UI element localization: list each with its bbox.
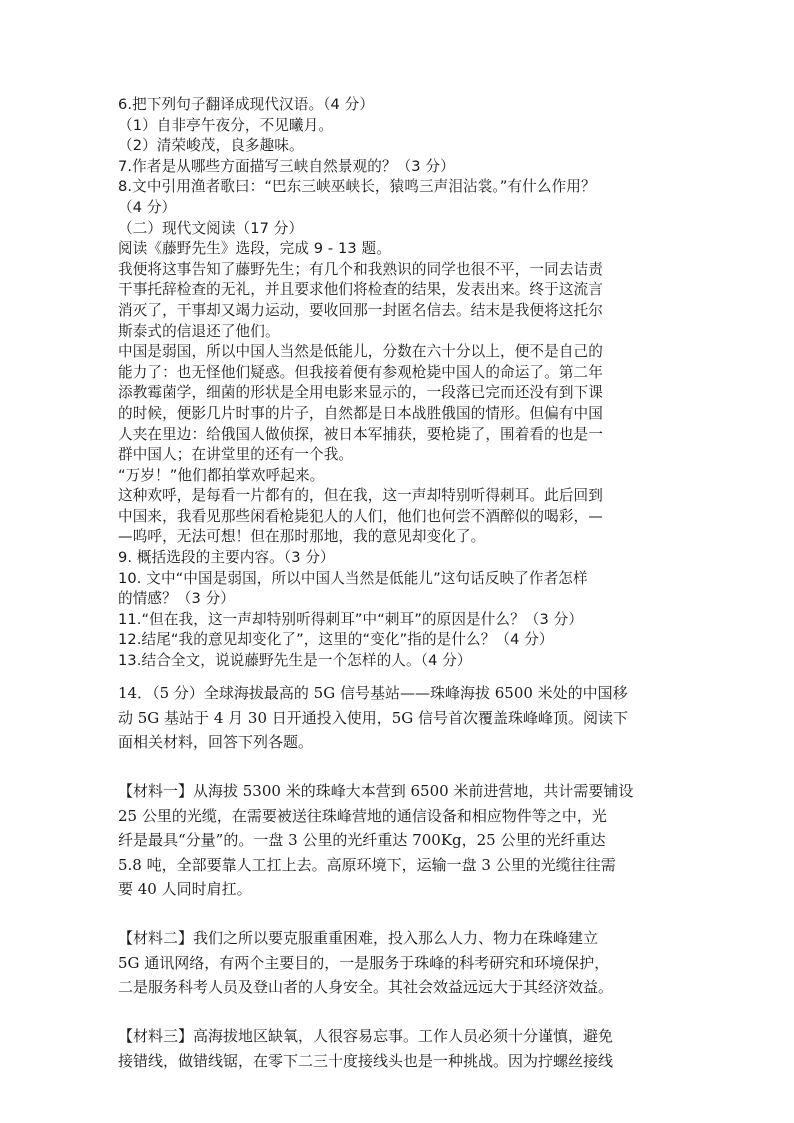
- text-line: 8.文中引用渔者歌曰：“巴东三峡巫峡长，猿鸣三声泪沾裳。”有什么作用？: [118, 178, 596, 196]
- text-line: 纤是最具“分量”的。一盘 3 公里的光纤重达 700Kg，25 公里的光纤重达: [118, 831, 606, 849]
- text-line: （4 分）: [118, 198, 177, 216]
- text-line: （二）现代文阅读（17 分）: [118, 219, 304, 237]
- text-line: （1）自非亭午夜分，不见曦月。: [118, 116, 334, 134]
- text-line: 人夹在里边：给俄国人做侦探，被日本军捕获，要枪毙了，围着看的也是一: [118, 425, 603, 443]
- text-line: 13.结合全文，说说藤野先生是一个怎样的人。（4 分）: [118, 652, 472, 670]
- paragraph-gap: [118, 1000, 698, 1025]
- text-line: 25 公里的光缆，在需要被送往珠峰营地的通信设备和相应物件等之中，光: [118, 806, 607, 825]
- text-line: 要 40 人同时肩扛。: [118, 880, 252, 898]
- text-line: 5.8 吨，全部要靠人工扛上去。高原环境下，运输一盘 3 公里的光缆往往需: [118, 855, 616, 874]
- text-line: 群中国人；在讲堂里的还有一个我。: [118, 446, 354, 464]
- text-line: “万岁！”他们都拍掌欢呼起来。: [118, 466, 325, 484]
- text-line: 中国是弱国，所以中国人当然是低能儿，分数在六十分以上，便不是自己的: [118, 343, 603, 361]
- material-reading-section: [118, 681, 698, 1073]
- text-line: 能力了：也无怪他们疑惑。但我接着便有参观枪毙中国人的命运了。第二年: [118, 363, 603, 381]
- text-line: 二是服务科考人员及登山者的人身安全。其社会效益远远大于其经济效益。: [118, 978, 614, 996]
- text-line: 动 5G 基站于 4 月 30 日开通投入使用，5G 信号首次覆盖珠峰峰顶。阅读下: [118, 708, 629, 727]
- text-line: 【材料二】我们之所以要克服重重困难，投入那么人力、物力在珠峰建立: [118, 929, 599, 947]
- text-line: 【材料一】从海拔 5300 米的珠峰大本营到 6500 米前进营地，共计需要铺设: [118, 782, 634, 800]
- paragraph-gap: [118, 755, 698, 780]
- text-line: 的时候，便影几片时事的片子，自然都是日本战胜俄国的情形。但偏有中国: [118, 404, 603, 422]
- text-line: 【材料三】高海拔地区缺氧，人很容易忘事。工作人员必须十分谨慎，避免: [118, 1027, 614, 1045]
- text-line: 5G 通讯网络，有两个主要目的，一是服务于珠峰的科考研究和环境保护，: [118, 953, 610, 972]
- text-line: 我便将这事告知了藤野先生；有几个和我熟识的同学也很不平，一同去诘责: [118, 260, 603, 278]
- text-line: 11.“但在我，这一声却特别听得刺耳”中“刺耳”的原因是什么？（3 分）: [118, 610, 584, 628]
- text-line: 中国来，我看见那些闲看枪毙犯人的人们，他们也何尝不酒醉似的喝彩，—: [118, 507, 603, 525]
- text-line: 的情感？（3 分）: [118, 590, 235, 608]
- text-line: 接错线，做错线锯，在零下二三十度接线头也是一种挑战。因为拧螺丝接线: [118, 1051, 614, 1070]
- text-line: 面相关材料，回答下列各题。: [118, 733, 314, 751]
- text-line: 消灭了，干事却又竭力运动，要收回那一封匿名信去。结末是我便将这托尔: [118, 301, 603, 319]
- text-line: 6.把下列句子翻译成现代汉语。（4 分）: [118, 96, 375, 113]
- text-line: 干事托辞检查的无礼，并且要求他们将检查的结果，发表出来。终于这流言: [118, 281, 603, 299]
- text-line: 9. 概括选段的主要内容。（3 分）: [118, 549, 335, 567]
- text-line: 10. 文中“中国是弱国，所以中国人当然是低能儿”这句话反映了作者怎样: [118, 569, 588, 587]
- text-line: 阅读《藤野先生》选段，完成 9 - 13 题。: [118, 240, 391, 258]
- text-line: 斯泰式的信退还了他们。: [118, 322, 280, 340]
- text-line: 14．（5 分）全球海拔最高的 5G 信号基站——珠峰海拔 6500 米处的中国移: [118, 684, 628, 702]
- paragraph-gap: [118, 902, 698, 927]
- text-line: （2）清荣峻茂，良多趣味。: [118, 137, 304, 155]
- exam-questions-section: [118, 95, 698, 672]
- text-line: 这种欢呼，是每看一片都有的，但在我，这一声却特别听得刺耳。此后回到: [118, 487, 603, 505]
- text-line: 12.结尾“我的意见却变化了”，这里的“变化”指的是什么？（4 分）: [118, 631, 554, 649]
- text-line: —呜呼，无法可想！但在那时那地，我的意见却变化了。: [118, 528, 486, 546]
- text-line: 添教霉菌学，细菌的形状是全用电影来显示的，一段落已完而还没有到下课: [118, 384, 603, 402]
- text-line: 7.作者是从哪些方面描写三峡自然景观的？（3 分）: [118, 157, 455, 175]
